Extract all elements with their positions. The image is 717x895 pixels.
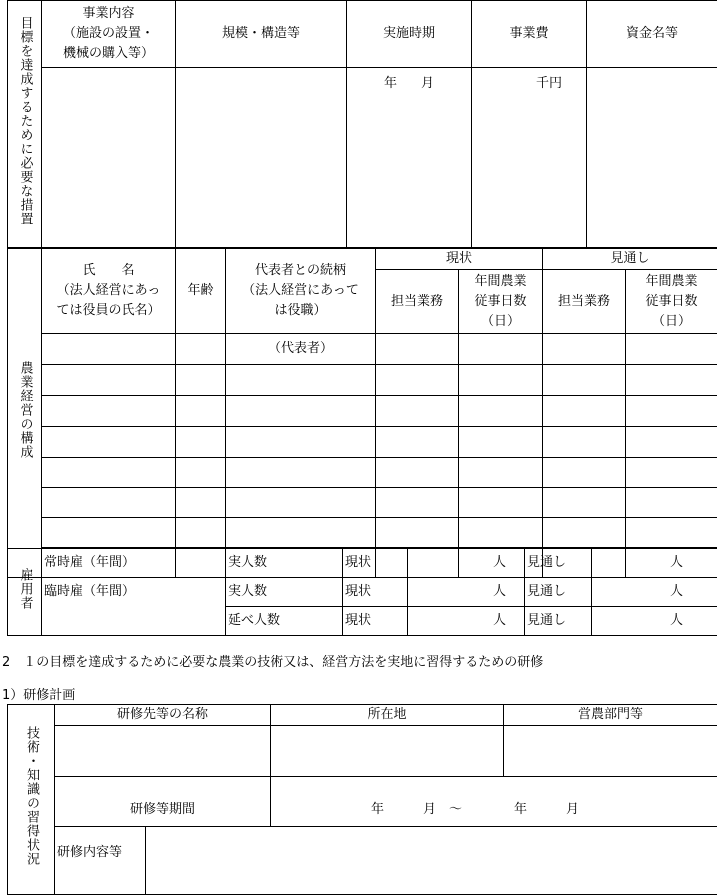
employment-side-text: 雇用者 [17, 567, 33, 610]
member-cell[interactable] [376, 458, 459, 488]
outlook-label: 見通し [525, 578, 592, 607]
cell-business-content[interactable] [42, 68, 176, 248]
header-training-name: 研修先等の名称 [55, 705, 271, 726]
header-department: 営農部門等 [504, 705, 717, 726]
member-age-cell[interactable] [176, 334, 226, 365]
table-row [8, 427, 717, 458]
header-current-days [459, 270, 543, 334]
member-cell[interactable] [459, 427, 543, 458]
cell-fund[interactable] [587, 68, 717, 248]
measures-side-label [8, 1, 42, 248]
employment-table [7, 548, 717, 636]
outlook-person-cell[interactable]: 人 [592, 549, 717, 578]
header-fund: 資金名等 [587, 1, 717, 68]
cell-scale[interactable] [176, 68, 347, 248]
current-person-cell[interactable]: 人 [408, 578, 525, 607]
member-cell[interactable] [459, 488, 543, 518]
member-cell[interactable] [176, 396, 226, 427]
header-current-duty: 担当業務 [376, 270, 459, 334]
header-outlook-days-text: 年間農業 従事日数 （日） [645, 273, 698, 329]
member-cell[interactable] [459, 365, 543, 396]
cell-timing[interactable] [347, 68, 472, 248]
member-cell[interactable] [543, 488, 626, 518]
member-cell[interactable] [376, 365, 459, 396]
header-business-content-text: 事業内容 （施設の設置・ 機械の購入等） [62, 6, 154, 61]
employment-side-label [8, 549, 42, 636]
training-table [7, 704, 717, 895]
member-cell[interactable] [226, 488, 376, 518]
regular-employee-label: 常時雇（年間） [42, 549, 226, 578]
member-cell[interactable] [42, 427, 176, 458]
header-age: 年齢 [176, 249, 226, 334]
member-cell[interactable] [42, 518, 176, 548]
training-plan-heading: 1）研修計画 [2, 688, 76, 703]
header-outlook: 見通し [543, 249, 717, 270]
current-label: 現状 [343, 607, 408, 636]
member-cell[interactable] [543, 396, 626, 427]
table-row [8, 365, 717, 396]
training-period-cell[interactable]: 年 月 〜 年 月 [271, 777, 717, 827]
header-business-content [42, 1, 176, 68]
member-cell[interactable] [376, 396, 459, 427]
actual-count-label: 実人数 [226, 578, 343, 607]
department-cell[interactable] [504, 726, 717, 777]
outlook-label: 見通し [525, 549, 592, 578]
header-current: 現状 [376, 249, 543, 270]
member-cell[interactable] [376, 427, 459, 458]
total-count-label: 延べ人数 [226, 607, 343, 636]
member-cell[interactable] [543, 458, 626, 488]
header-relation [226, 249, 376, 334]
header-outlook-duty: 担当業務 [543, 270, 626, 334]
header-name-text: 氏 名 （法人経営にあっ ては役員の氏名） [56, 263, 161, 318]
section-2-heading: 2 １の目標を達成するために必要な農業の技術又は、経営方法を実地に習得するための研修 [2, 655, 544, 670]
member-cell[interactable] [226, 518, 376, 548]
member-cell[interactable] [376, 518, 459, 548]
member-cell[interactable] [626, 334, 717, 365]
temporary-employee-label: 臨時雇（年間） [42, 578, 226, 636]
member-cell[interactable] [226, 365, 376, 396]
actual-count-label: 実人数 [226, 549, 343, 578]
table-row [8, 518, 717, 548]
member-cell[interactable] [543, 518, 626, 548]
member-cell[interactable] [626, 365, 717, 396]
month-unit: 月 [421, 76, 435, 91]
training-content-label: 研修内容等 [55, 827, 146, 895]
member-cell[interactable] [42, 458, 176, 488]
current-person-cell[interactable]: 人 [408, 549, 525, 578]
member-cell[interactable] [42, 488, 176, 518]
header-relation-text: 代表者との続柄 （法人経営にあって は役職） [242, 263, 359, 318]
member-cell[interactable] [543, 334, 626, 365]
member-relation-cell[interactable]: （代表者） [226, 334, 376, 365]
member-cell[interactable] [376, 488, 459, 518]
cost-unit: 千円 [535, 76, 562, 91]
table-row [8, 578, 717, 607]
table-row [8, 334, 717, 365]
member-cell[interactable] [376, 334, 459, 365]
training-period-label: 研修等期間 [55, 777, 271, 827]
member-name-cell[interactable] [42, 334, 176, 365]
member-cell[interactable] [176, 518, 226, 548]
management-table [7, 248, 717, 578]
header-scale: 規模・構造等 [176, 1, 347, 68]
header-location: 所在地 [271, 705, 504, 726]
member-cell[interactable] [42, 365, 176, 396]
member-cell[interactable] [176, 427, 226, 458]
table-row [8, 549, 717, 578]
header-name [42, 249, 176, 334]
table-row [8, 396, 717, 427]
member-cell[interactable] [626, 518, 717, 548]
management-side-label [8, 249, 42, 578]
member-cell[interactable] [42, 396, 176, 427]
current-person-cell[interactable]: 人 [408, 607, 525, 636]
member-cell[interactable] [176, 488, 226, 518]
cell-cost[interactable] [472, 68, 587, 248]
member-cell[interactable] [176, 458, 226, 488]
current-label: 現状 [343, 549, 408, 578]
member-cell[interactable] [226, 427, 376, 458]
training-side-label [8, 705, 55, 895]
member-cell[interactable] [176, 365, 226, 396]
training-side-text: 技術・知識の習得状況 [24, 726, 39, 866]
member-cell[interactable] [459, 334, 543, 365]
management-side-text: 農業経営の構成 [17, 360, 33, 459]
measures-side-text: 目標を達成するために必要な措置 [17, 15, 33, 226]
member-cell[interactable] [459, 396, 543, 427]
member-cell[interactable] [626, 396, 717, 427]
training-name-cell[interactable] [55, 726, 271, 777]
measures-table [7, 0, 717, 248]
outlook-person-cell[interactable]: 人 [592, 607, 717, 636]
header-current-days-text: 年間農業 従事日数 （日） [474, 273, 527, 329]
header-timing: 実施時期 [347, 1, 472, 68]
training-content-cell[interactable] [146, 827, 717, 895]
member-cell[interactable] [626, 458, 717, 488]
header-cost: 事業費 [472, 1, 587, 68]
member-cell[interactable] [459, 458, 543, 488]
table-row [8, 458, 717, 488]
outlook-label: 見通し [525, 607, 592, 636]
member-cell[interactable] [226, 458, 376, 488]
member-cell[interactable] [459, 518, 543, 548]
year-unit: 年 [383, 76, 397, 91]
member-cell[interactable] [543, 365, 626, 396]
location-cell[interactable] [271, 726, 504, 777]
header-outlook-days [626, 270, 717, 334]
member-cell[interactable] [626, 427, 717, 458]
outlook-person-cell[interactable]: 人 [592, 578, 717, 607]
current-label: 現状 [343, 578, 408, 607]
member-cell[interactable] [626, 488, 717, 518]
member-cell[interactable] [226, 396, 376, 427]
member-cell[interactable] [543, 427, 626, 458]
table-row [8, 488, 717, 518]
